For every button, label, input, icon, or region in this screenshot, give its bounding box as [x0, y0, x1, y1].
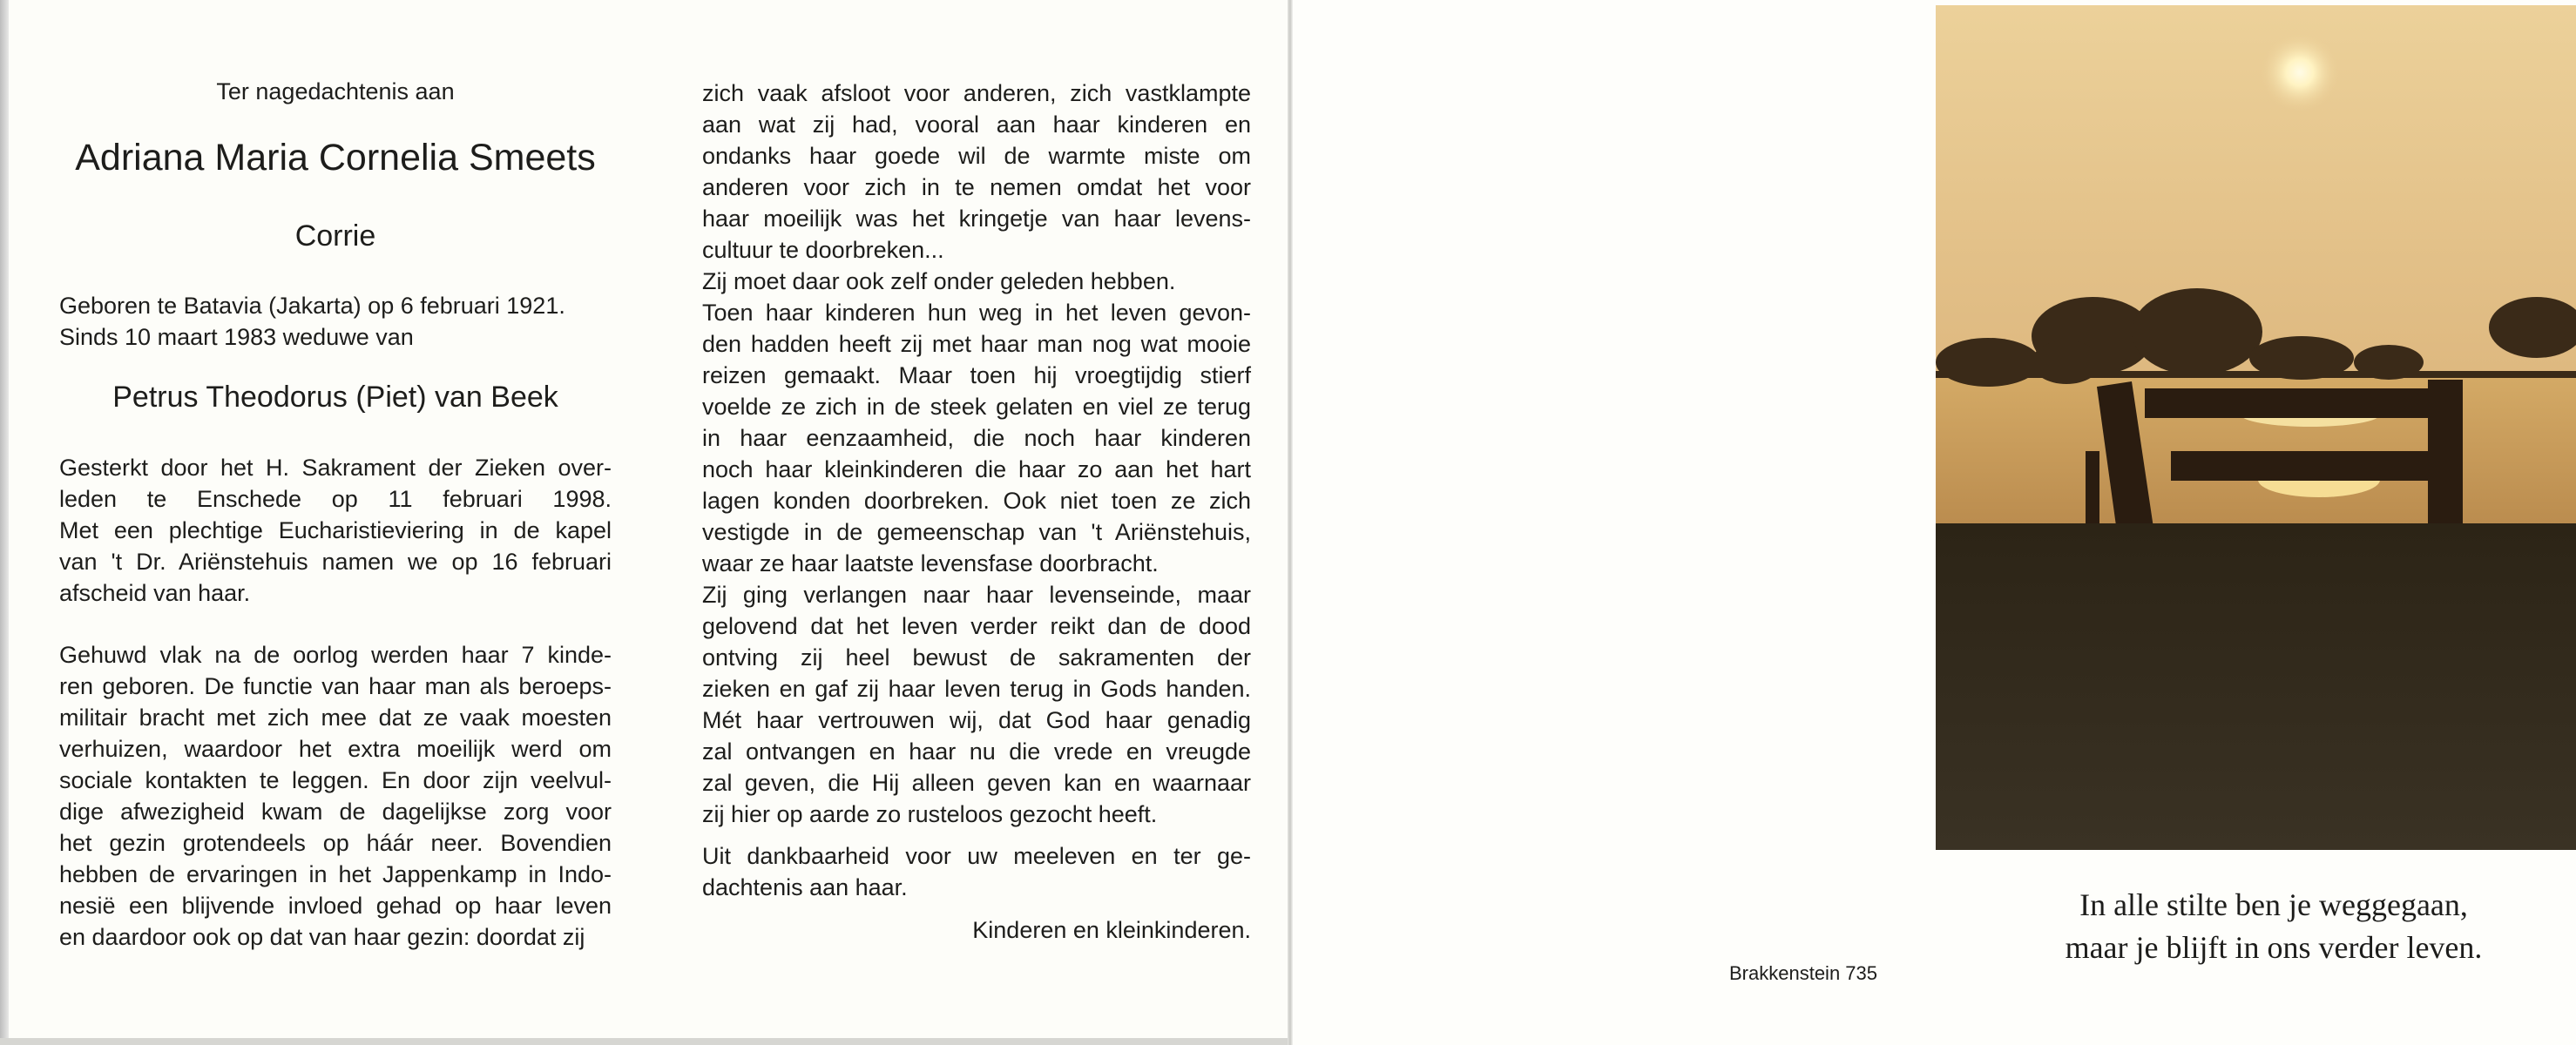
text-line: zieken en gaf zij haar leven terug in Gods handen. — [702, 676, 1251, 702]
text-line: den hadden heeft zij met haar man nog wat mooie — [702, 331, 1251, 357]
poem-line: maar je blijft in ons verder leven. — [2065, 930, 2483, 965]
card-left-edge — [0, 0, 9, 1045]
text-line: Mét haar vertrouwen wij, dat God haar genadig — [702, 707, 1251, 733]
text-line: sociale kontakten te leggen. En door zijn veelvul- — [59, 767, 612, 793]
text-line: Zij ging verlangen naar haar levenseinde, maar — [702, 582, 1251, 608]
text-line: ondanks haar goede wil de warmte miste om — [702, 143, 1251, 169]
deceased-name: Adriana Maria Cornelia Smeets — [75, 137, 596, 179]
paragraph — [702, 266, 1251, 297]
birth-info — [59, 290, 612, 353]
text-line: Uit dankbaarheid voor uw meeleven en ter ge- — [702, 843, 1251, 869]
signature-block — [702, 914, 1251, 946]
text-line: van 't Dr. Ariënstehuis namen we op 16 februari — [59, 549, 612, 575]
paragraph — [702, 579, 1251, 830]
text-line: aan wat zij had, vooral aan haar kinderen en — [702, 111, 1251, 138]
text-line: noch haar kleinkinderen die haar zo aan het hart — [702, 456, 1251, 482]
sun — [2261, 33, 2339, 111]
card-fold — [1288, 0, 1293, 1045]
text-line: zich vaak afsloot voor anderen, zich vastklampte — [702, 80, 1251, 106]
deceased-nickname: Corrie — [294, 219, 376, 253]
sunset-landscape-photo — [1936, 5, 2576, 850]
text-line: leden te Enschede op 11 februari 1998. — [59, 486, 612, 512]
publisher-label: Brakkenstein 735 — [1729, 962, 1877, 984]
text-line: ontving zij heel bewust de sakramenten der — [702, 644, 1251, 671]
text-line: in haar eenzaamheid, die noch haar kinderen — [702, 425, 1251, 451]
paragraph — [702, 78, 1251, 266]
text-line: lagen konden doorbreken. Ook niet toen ze zich — [702, 488, 1251, 514]
signature: Kinderen en kleinkinderen. — [972, 917, 1251, 943]
text-line: het gezin grotendeels op háár neer. Bovendien — [59, 830, 612, 856]
text-line: zij hier op aarde zo rusteloos gezocht heeft. — [702, 801, 1158, 827]
text-line: cultuur te doorbreken... — [702, 237, 944, 263]
text-line: hebben de ervaringen in het Jappenkamp in Indo- — [59, 861, 612, 887]
text-line: vestigde in de gemeenschap van 't Ariënstehuis, — [702, 519, 1251, 545]
memorial-poem — [1969, 884, 2576, 969]
poem-line: In alle stilte ben je weggegaan, — [2079, 887, 2468, 922]
thanks-text — [702, 840, 1251, 903]
spouse-name: Petrus Theodorus (Piet) van Beek — [112, 381, 558, 414]
text-line: gelovend dat het leven verder reikt dan de dood — [702, 613, 1251, 639]
text-line: Geboren te Batavia (Jakarta) op 6 februari 1921. — [59, 293, 565, 319]
text-line: Toen haar kinderen hun weg in het leven gevon- — [702, 300, 1251, 326]
text-line: Zij moet daar ook zelf onder geleden hebben. — [702, 268, 1176, 294]
text-line: Gesterkt door het H. Sakrament der Zieken over- — [59, 455, 612, 481]
text-line: dachtenis aan haar. — [702, 874, 908, 900]
text-line: dige afwezigheid kwam de dagelijkse zorg voor — [59, 799, 612, 825]
card-bottom-edge — [0, 1038, 1289, 1045]
text-line: en daardoor ook op dat van haar gezin: doordat zij — [59, 924, 585, 950]
memorial-header: Ter nagedachtenis aan — [216, 78, 455, 104]
text-line: Sinds 10 maart 1983 weduwe van — [59, 324, 414, 350]
death-info — [59, 452, 612, 609]
life-story — [59, 639, 612, 953]
text-line: ren geboren. De functie van haar man als beroeps- — [59, 673, 612, 699]
text-line: militair bracht met zich mee dat ze vaak moesten — [59, 705, 612, 731]
paragraph — [702, 297, 1251, 579]
text-line: haar moeilijk was het kringetje van haar levens- — [702, 206, 1251, 232]
text-line: zal ontvangen en haar nu die vrede en vreugde — [702, 738, 1251, 765]
text-line: nesië een blijvende invloed gehad op haar leven — [59, 893, 612, 919]
text-line: Gehuwd vlak na de oorlog werden haar 7 kinde- — [59, 642, 612, 668]
text-line: reizen gemaakt. Maar toen hij vroegtijdig stierf — [702, 362, 1251, 388]
text-line: voelde ze zich in de steek gelaten en viel ze terug — [702, 394, 1251, 420]
text-line: verhuizen, waardoor het extra moeilijk werd om — [59, 736, 612, 762]
life-story-continued — [702, 78, 1251, 830]
text-line: anderen voor zich in te nemen omdat het voor — [702, 174, 1251, 200]
text-line: waar ze haar laatste levensfase doorbracht. — [702, 550, 1159, 576]
text-line: Met een plechtige Eucharistieviering in de kapel — [59, 517, 612, 543]
text-line: zal geven, die Hij alleen geven kan en waarnaar — [702, 770, 1251, 796]
text-line: afscheid van haar. — [59, 580, 251, 606]
